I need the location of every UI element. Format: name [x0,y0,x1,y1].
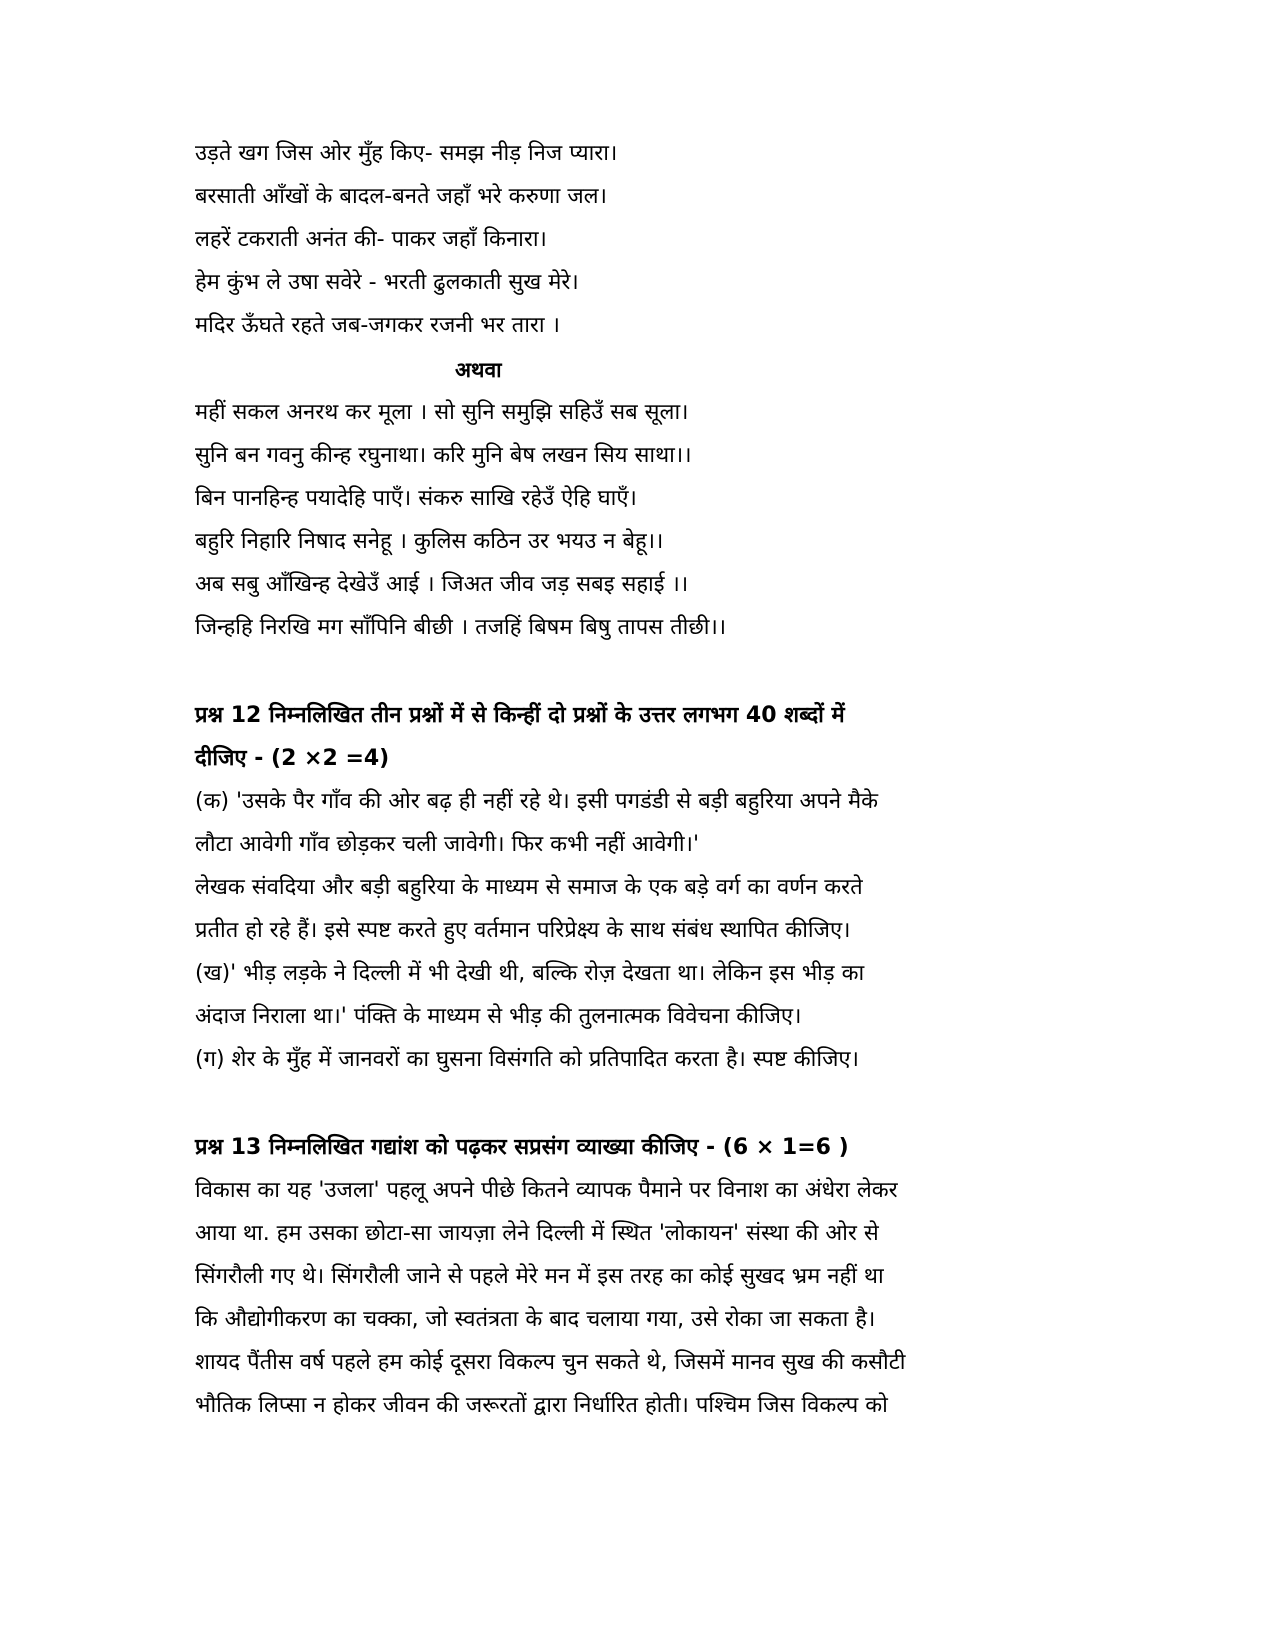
poem2-line-5: अब सबु आँखिन्ह देखेउँ आई । जिअत जीव जड़ सबइ सहाई ।। [195,572,689,597]
poem2-line-3: बिन पानहिन्ह पयादेहि पाएँ। संकरु साखि रहेउँ ऐहि घाएँ। [195,486,637,511]
q12-line-4: प्रतीत हो रहे हैं। इसे स्पष्ट करते हुए वर्तमान परिप्रेक्ष्य के साथ संबंध स्थापित कीजिए। [195,918,851,943]
poem2-line-2: सुनि बन गवनु कीन्ह रघुनाथा। करि मुनि बेष लखन सिय साथा।। [195,443,692,468]
q13-line-6: भौतिक लिप्सा न होकर जीवन की जरूरतों द्वारा निर्धारित होती। पश्चिम जिस विकल्प को [195,1393,888,1418]
poem2-line-4: बहुरि निहारि निषाद सनेहू । कुलिस कठिन उर भयउ न बेहू।। [195,529,664,554]
q12-line-5: (ख)' भीड़ लड़के ने दिल्ली में भी देखी थी, बल्कि रोज़ देखता था। लेकिन इस भीड़ का [195,961,865,986]
poem2-line-6: जिन्हहि निरखि मग साँपिनि बीछी । तजहिं बिषम बिषु तापस तीछी।। [195,615,727,640]
q12-line-7: (ग) शेर के मुँह में जानवरों का घुसना विसंगति को प्रतिपादित करता है। स्पष्ट कीजिए। [195,1047,859,1072]
or-heading: अथवा [455,358,502,382]
q13-line-2: आया था. हम उसका छोटा-सा जायज़ा लेने दिल्ली में स्थित 'लोकायन' संस्था की ओर से [195,1221,879,1246]
q12-line-2: लौटा आवेगी गाँव छोड़कर चली जावेगी। फिर कभी नहीं आवेगी।' [195,832,699,857]
q13-line-4: कि औद्योगीकरण का चक्का, जो स्वतंत्रता के बाद चलाया गया, उसे रोका जा सकता है। [195,1307,876,1332]
poem1-line-2: बरसाती आँखों के बादल-बनते जहाँ भरे करुणा जल। [195,184,607,209]
q12-heading-line-1: प्रश्न 12 निम्नलिखित तीन प्रश्नों में से किन्हीं दो प्रश्नों के उत्तर लगभग 40 शब्दों में [195,703,845,728]
q12-heading-line-2: दीजिए - (2 ×2 =4) [195,746,390,771]
q13-line-1: विकास का यह 'उजला' पहलू अपने पीछे कितने व्यापक पैमाने पर विनाश का अंधेरा लेकर [195,1178,898,1203]
poem1-line-5: मदिर ऊँघते रहते जब-जगकर रजनी भर तारा । [195,313,560,338]
poem1-line-1: उड़ते खग जिस ओर मुँह किए- समझ नीड़ निज प्यारा। [195,141,618,166]
poem2-line-1: महीं सकल अनरथ कर मूला । सो सुनि समुझि सहिउँ सब सूला। [195,400,689,425]
q12-line-3: लेखक संवदिया और बड़ी बहुरिया के माध्यम से समाज के एक बड़े वर्ग का वर्णन करते [195,875,863,900]
q13-heading: प्रश्न 13 निम्नलिखित गद्यांश को पढ़कर सप्रसंग व्याख्या कीजिए - (6 × 1=6 ) [195,1135,849,1160]
q12-line-1: (क) 'उसके पैर गाँव की ओर बढ़ ही नहीं रहे थे। इसी पगडंडी से बड़ी बहुरिया अपने मैके [195,789,879,814]
q13-line-5: शायद पैंतीस वर्ष पहले हम कोई दूसरा विकल्प चुन सकते थे, जिसमें मानव सुख की कसौटी [195,1350,906,1375]
poem1-line-3: लहरें टकराती अनंत की- पाकर जहाँ किनारा। [195,227,547,252]
q12-line-6: अंदाज निराला था।' पंक्ति के माध्यम से भीड़ की तुलनात्मक विवेचना कीजिए। [195,1004,802,1029]
q13-line-3: सिंगरौली गए थे। सिंगरौली जाने से पहले मेरे मन में इस तरह का कोई सुखद भ्रम नहीं था [195,1264,884,1289]
poem1-line-4: हेम कुंभ ले उषा सवेरे - भरती ढुलकाती सुख मेरे। [195,270,579,295]
